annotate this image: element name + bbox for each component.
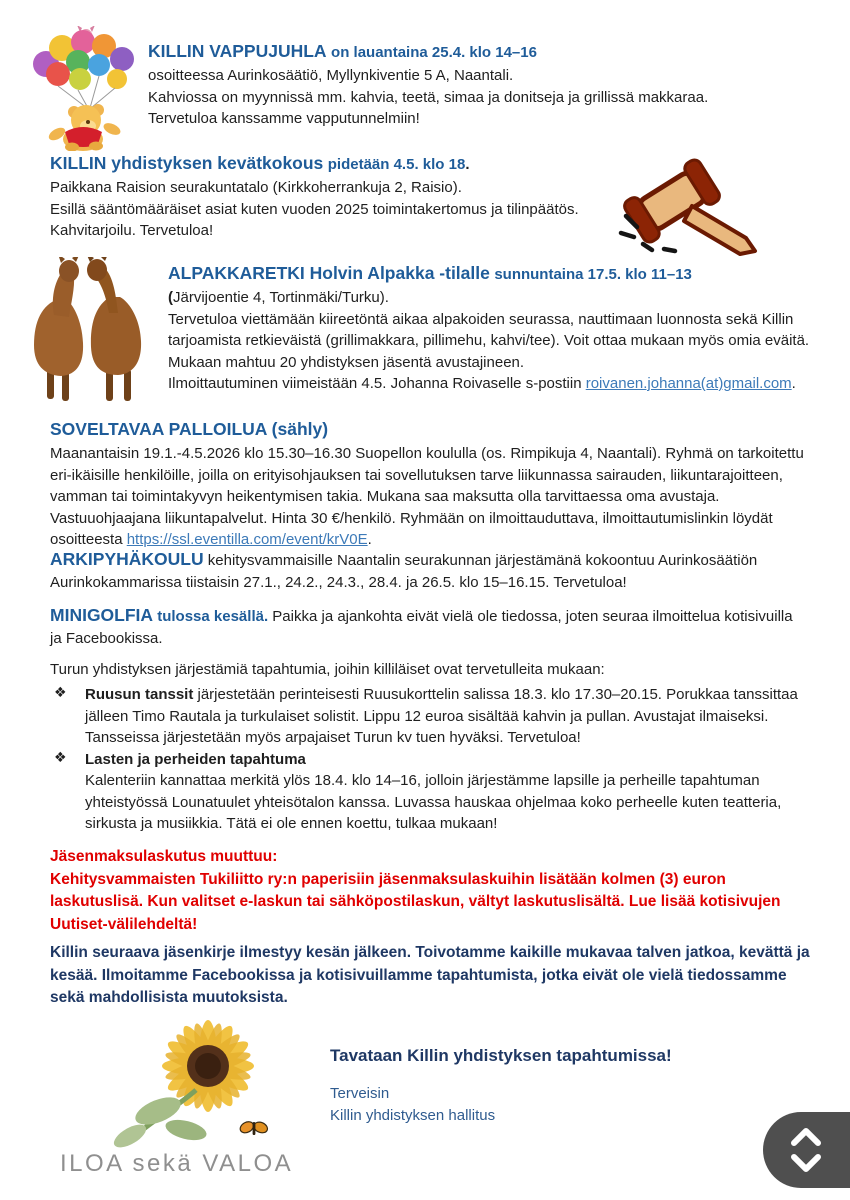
pooh-balloons-image — [28, 26, 143, 151]
turku-intro-text: Turun yhdistyksen järjestämiä tapahtumia, joihin killiläiset ovat tervetulleita mukaan: — [50, 661, 605, 678]
sunflower-image — [58, 1018, 293, 1150]
diamond-bullet-icon: ❖ — [54, 685, 67, 701]
turku-event-list — [50, 684, 812, 835]
slogan-text: ILOA sekä VALOA — [60, 1150, 294, 1177]
meet-line: Tavataan Killin yhdistyksen tapahtumissa! — [330, 1046, 672, 1065]
billing-text: Kehitysvammaisten Tukiliitto ry:n paperisiin jäsenmaksulaskuihin lisätään kolmen (3) euron laskutuslisä. Kun valitset e-laskun tai sähköpostilaskun, vältyt laskutuslisältä. Lue lisää kotisivujen Uutiset-välilehdeltä! — [50, 870, 781, 933]
kevatkokous-welcome: Kahvitarjoilu. Tervetuloa! — [50, 222, 214, 239]
footer-message — [330, 1046, 760, 1127]
pooh-balloons-icon — [28, 26, 143, 151]
ruusun-tanssit-paragraph — [85, 684, 812, 749]
signature-line: Killin yhdistyksen hallitus — [330, 1107, 496, 1124]
minigolf-text: Paikka ja ajankohta eivät vielä ole tiedossa, joten seuraa ilmoittelua kotisivuilla ja Facebookissa. — [50, 608, 793, 647]
kevatkokous-place: Paikkana Raision seurakuntatalo (Kirkkoherrankuja 2, Raisio). — [50, 179, 462, 196]
scroll-widget[interactable] — [763, 1112, 850, 1188]
closing-note — [50, 942, 810, 1010]
lasten-tapahtuma-title-text: Lasten ja perheiden tapahtuma — [85, 750, 306, 768]
kevatkokous-period: . — [465, 156, 470, 173]
minigolf-paragraph — [50, 605, 802, 649]
turku-intro — [50, 659, 808, 681]
billing-notice — [50, 846, 815, 936]
chevron-up-icon[interactable] — [794, 1131, 818, 1143]
alpakkaretki-heading — [168, 262, 818, 286]
kevatkokous-agenda: Esillä sääntömääräiset asiat kuten vuoden 2025 toimintakertomus ja tilinpäätös. — [50, 200, 579, 218]
address-paren: ( — [168, 289, 173, 306]
lasten-tapahtuma-text: Kalenteriin kannattaa merkitä ylös 18.4. klo 14–16, jolloin järjestämme lapsille ja perheille tapahtuman yhteistyössä Lounatuulet yhteisötalon kanssa. Luvassa hauskaa ohjelmaa koko perheelle kuten teatteria, sirkusta ja musiikkia. Tätä ei ole ennen koettu, tulkaa mukaan! — [85, 772, 782, 832]
alpacas-icon — [14, 257, 164, 405]
palloilu-title: SOVELTAVAA PALLOILUA (sähly) — [50, 419, 329, 439]
alpakkaretki-title: ALPAKKARETKI Holvin Alpakka -tilalle — [168, 263, 490, 283]
diamond-bullet-icon: ❖ — [54, 749, 67, 766]
kevatkokous-title: KILLIN yhdistyksen kevätkokous — [50, 153, 324, 173]
alpakkaretki-signup — [168, 373, 818, 395]
gavel-icon — [612, 156, 764, 266]
ruusun-tanssit-title: Ruusun tanssit — [85, 686, 194, 703]
arkipyhakoulu-text: kehitysvammaisille Naantalin seurakunnan järjestämänä kokoontuu Aurinkosäätiön Aurinkokammarissa tiistaisin 27.1., 24.2., 24.3., 28.4. ja 26.5. klo 15–16.15. Tervetuloa! — [50, 552, 758, 591]
palloilu-text: Maanantaisin 19.1.-4.5.2026 klo 15.30–16.30 Suopellon koululla (os. Rimpikuja 4, Naantali). Ryhmä on tarkoitettu eri-ikäisille henkilöille, joilla on erityisohjauksen tai sovellutuksen tarve liikunnassa sairauden, liikuntarajoitteen, vamman tai toimintakyvyn heikentymisen takia. Mukana saa maksutta olla tarvittaessa oma avustaja. Vastuuohjaajana liikuntapalvelut. Hinta 30 €/henkilö. Ryhmään on ilmoittauduttava, ilmoittautumislinkin löydät osoitteesta — [50, 445, 804, 548]
minigolf-title: MINIGOLFIA — [50, 605, 154, 625]
alpakkaretki-datetime: sunnuntaina 17.5. klo 11–13 — [494, 266, 692, 283]
vappujuhla-title: KILLIN VAPPUJUHLA — [148, 41, 327, 61]
section-kevatkokous — [50, 152, 625, 242]
chevron-down-icon[interactable] — [794, 1157, 818, 1169]
arkipyhakoulu-paragraph — [50, 549, 808, 593]
alpakkaretki-address — [168, 287, 818, 309]
signup-period: . — [791, 375, 796, 392]
email-link[interactable]: roivanen.johanna(at)gmail.com — [585, 375, 792, 392]
kevatkokous-heading — [50, 152, 625, 176]
lasten-tapahtuma-title — [85, 749, 812, 771]
ruusun-tanssit-text: järjestetään perinteisesti Ruusukorttelin salissa 18.3. klo 17.30–20.15. Porukkaa tanssittaa jälleen Timo Rautala ja turkulaiset solistit. Lippu 12 euroa sisältää kahvin ja pullan. Avustajat ilmaiseksi. Tansseissa järjestetään myös arpajaiset Turun kv tuen hyväksi. Tervetuloa! — [85, 686, 798, 746]
section-alpakkaretki — [168, 262, 818, 395]
gavel-image — [612, 156, 764, 266]
closing-text: Killin seuraava jäsenkirje ilmestyy kesän jälkeen. Toivotamme kaikille mukavaa talven jatkoa, kevättä ja kesää. Ilmoitamme Facebookissa ja kotisivuillamme tapahtumista, jotka eivät ole vielä tiedossamme sekä mahdollisista muutoksista. — [50, 944, 810, 1006]
section-palloilu — [50, 418, 810, 551]
vappujuhla-address: osoitteessa Aurinkosäätiö, Myllynkiventie 5 A, Naantali. — [148, 67, 514, 84]
butterfly-icon — [238, 1120, 269, 1135]
list-item-lasten-tapahtuma — [50, 749, 812, 835]
vappujuhla-datetime: on lauantaina 25.4. klo 14–16 — [331, 44, 537, 61]
alpacas-image — [14, 257, 164, 405]
section-arkipyhakoulu — [50, 549, 808, 593]
vappujuhla-info: Kahviossa on myynnissä mm. kahvia, teetä, simaa ja donitseja ja grillissä makkaraa. — [148, 88, 709, 106]
sunflower-icon — [58, 1018, 293, 1150]
palloilu-period: . — [367, 531, 372, 548]
alpakkaretki-body: Tervetuloa viettämään kiireetöntä aikaa alpakoiden seurassa, nauttimaan luonnosta sekä Killin tarjoamista retkieväistä (grillimakkara, pillimehu, kahvi/tee). Voit ottaa mukaan myös omia eväitä. Mukaan mahtuu 20 yhdistyksen jäsentä avustajineen. — [168, 310, 810, 371]
arkipyhakoulu-title: ARKIPYHÄKOULU — [50, 549, 204, 569]
minigolf-subtitle: tulossa kesällä. — [157, 608, 269, 625]
kevatkokous-datetime: pidetään 4.5. klo 18 — [327, 156, 466, 173]
list-item-ruusun-tanssit — [50, 684, 812, 749]
greeting-line: Terveisin — [330, 1085, 390, 1102]
signup-text: Ilmoittautuminen viimeistään 4.5. Johanna Roivaselle s-postiin — [168, 375, 586, 392]
vappujuhla-welcome: Tervetuloa kanssamme vapputunnelmiin! — [148, 110, 420, 127]
palloilu-heading — [50, 418, 810, 442]
section-minigolf — [50, 605, 802, 649]
eventilla-link[interactable]: https://ssl.eventilla.com/event/krV0E — [126, 531, 368, 548]
section-vappujuhla — [148, 40, 813, 130]
billing-title: Jäsenmaksulaskutus muuttuu: — [50, 848, 278, 865]
address-text: Järvijoentie 4, Tortinmäki/Turku). — [173, 289, 389, 306]
palloilu-body — [50, 443, 810, 551]
vappujuhla-heading — [148, 40, 813, 64]
